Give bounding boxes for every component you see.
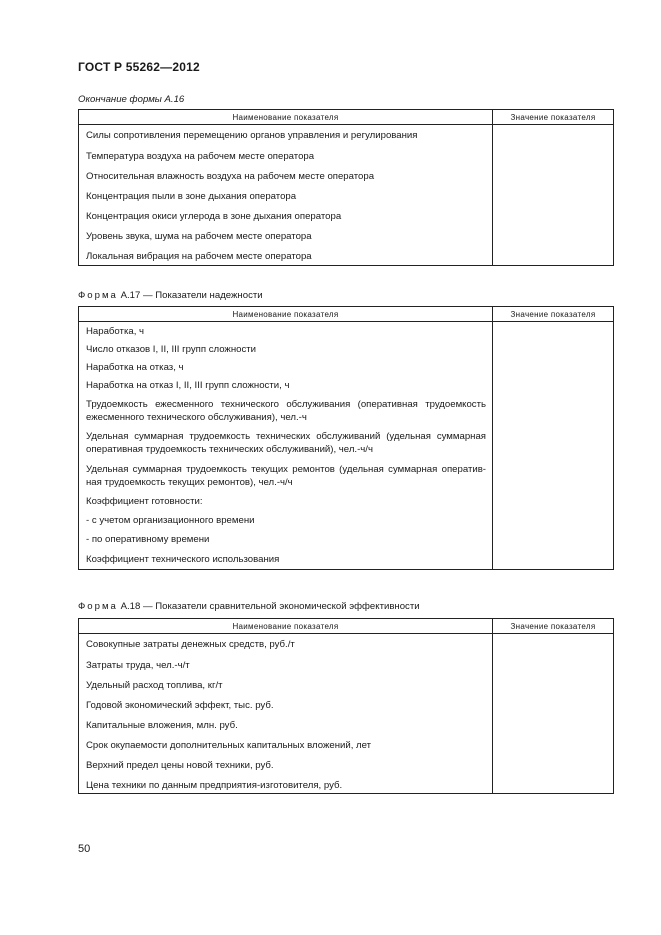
indicator-name-cell: Верхний предел цены новой техники, руб. — [79, 754, 493, 774]
table-row — [79, 165, 614, 185]
indicator-value-cell — [493, 340, 614, 358]
indicator-value-cell — [493, 395, 614, 427]
indicator-value-cell — [493, 225, 614, 245]
indicator-value-cell — [493, 694, 614, 714]
form-a18-table — [78, 618, 614, 794]
indicator-value-cell — [493, 376, 614, 395]
table-row — [79, 185, 614, 205]
indicator-value-cell — [493, 245, 614, 266]
table-row — [79, 125, 614, 145]
indicator-name-cell: Цена техники по данным предприятия-изготовителя, руб. — [79, 774, 493, 794]
form-a17-caption-text: А.17 — Показатели надежности — [120, 290, 263, 301]
column-header-name: Наименование показателя — [79, 110, 493, 125]
indicator-value-cell — [493, 754, 614, 774]
indicator-name-cell: - с учетом организационного времени — [79, 511, 493, 530]
table-row — [79, 427, 614, 460]
indicator-name-cell: Затраты труда, чел.-ч/т — [79, 654, 493, 674]
column-header-name: Наименование показателя — [79, 619, 493, 634]
form-a18-caption-prefix: Форма — [78, 601, 118, 612]
table-header-row — [79, 110, 614, 125]
table-row — [79, 774, 614, 794]
indicator-value-cell — [493, 322, 614, 340]
form-a17-caption-prefix: Форма — [78, 290, 118, 301]
indicator-value-cell — [493, 492, 614, 511]
indicator-name-cell: Совокупные затраты денежных средств, руб./т — [79, 634, 493, 654]
table-row — [79, 205, 614, 225]
indicator-value-cell — [493, 549, 614, 570]
table-row — [79, 245, 614, 266]
indicator-name-cell: Наработка на отказ, ч — [79, 358, 493, 376]
indicator-value-cell — [493, 714, 614, 734]
indicator-name-cell: Коэффициент технического использования — [79, 549, 493, 570]
column-header-value: Значение показателя — [493, 110, 614, 125]
indicator-name-cell: Трудоемкость ежесменного технического обслуживания (оперативная трудоемкость ежесменного технического обслуживания), чел.-ч — [79, 395, 493, 427]
table-row — [79, 460, 614, 492]
table-row — [79, 530, 614, 549]
indicator-name-cell: Наработка, ч — [79, 322, 493, 340]
table-row — [79, 734, 614, 754]
indicator-value-cell — [493, 358, 614, 376]
form-a17-caption — [78, 290, 263, 301]
indicator-value-cell — [493, 734, 614, 754]
table-row — [79, 322, 614, 340]
table-row — [79, 549, 614, 570]
indicator-value-cell — [493, 674, 614, 694]
indicator-value-cell — [493, 165, 614, 185]
table-header-row — [79, 307, 614, 322]
table-row — [79, 714, 614, 734]
form-a18-caption-text: А.18 — Показатели сравнительной экономической эффективности — [120, 601, 420, 612]
indicator-value-cell — [493, 634, 614, 654]
indicator-name-cell: Срок окупаемости дополнительных капитальных вложений, лет — [79, 734, 493, 754]
table-row — [79, 376, 614, 395]
indicator-value-cell — [493, 125, 614, 145]
table-header-row — [79, 619, 614, 634]
table-row — [79, 634, 614, 654]
indicator-value-cell — [493, 427, 614, 460]
indicator-name-cell: Температура воздуха на рабочем месте оператора — [79, 145, 493, 165]
indicator-name-cell: Число отказов I, II, III групп сложности — [79, 340, 493, 358]
table-row — [79, 340, 614, 358]
indicator-value-cell — [493, 654, 614, 674]
form-a17-table — [78, 306, 614, 570]
table-row — [79, 145, 614, 165]
table-row — [79, 395, 614, 427]
standard-header: ГОСТ Р 55262—2012 — [78, 60, 200, 74]
table-row — [79, 654, 614, 674]
indicator-value-cell — [493, 460, 614, 492]
table-row — [79, 674, 614, 694]
indicator-name-cell: - по оперативному времени — [79, 530, 493, 549]
indicator-name-cell: Годовой экономический эффект, тыс. руб. — [79, 694, 493, 714]
column-header-value: Значение показателя — [493, 619, 614, 634]
table-row — [79, 358, 614, 376]
indicator-name-cell: Удельный расход топлива, кг/т — [79, 674, 493, 694]
indicator-name-cell: Концентрация окиси углерода в зоне дыхания оператора — [79, 205, 493, 225]
table-row — [79, 694, 614, 714]
table-row — [79, 225, 614, 245]
indicator-name-cell: Относительная влажность воздуха на рабочем месте оператора — [79, 165, 493, 185]
indicator-value-cell — [493, 185, 614, 205]
indicator-value-cell — [493, 145, 614, 165]
indicator-name-cell: Коэффициент готовности: — [79, 492, 493, 511]
table-row — [79, 511, 614, 530]
column-header-value: Значение показателя — [493, 307, 614, 322]
table-row — [79, 754, 614, 774]
page-number: 50 — [78, 843, 91, 855]
indicator-name-cell: Концентрация пыли в зоне дыхания оператора — [79, 185, 493, 205]
table-row — [79, 492, 614, 511]
indicator-name-cell: Локальная вибрация на рабочем месте оператора — [79, 245, 493, 266]
indicator-name-cell: Наработка на отказ I, II, III групп сложности, ч — [79, 376, 493, 395]
form-a16-caption: Окончание формы А.16 — [78, 94, 185, 105]
indicator-name-cell: Уровень звука, шума на рабочем месте оператора — [79, 225, 493, 245]
form-a16-table — [78, 109, 614, 266]
form-a18-caption — [78, 601, 420, 612]
column-header-name: Наименование показателя — [79, 307, 493, 322]
indicator-name-cell: Удельная суммарная трудоемкость технических обслуживаний (удельная суммарная оперативная трудоемкость технических обслуживаний), чел.-ч/ч — [79, 427, 493, 460]
indicator-value-cell — [493, 511, 614, 530]
indicator-value-cell — [493, 205, 614, 225]
indicator-name-cell: Силы сопротивления перемещению органов управления и регулирования — [79, 125, 493, 145]
indicator-name-cell: Удельная суммарная трудоемкость текущих ремонтов (удельная суммарная оператив-ная трудоемкость текущих ремонтов), чел.-ч/ч — [79, 460, 493, 492]
indicator-value-cell — [493, 530, 614, 549]
indicator-value-cell — [493, 774, 614, 794]
indicator-name-cell: Капитальные вложения, млн. руб. — [79, 714, 493, 734]
